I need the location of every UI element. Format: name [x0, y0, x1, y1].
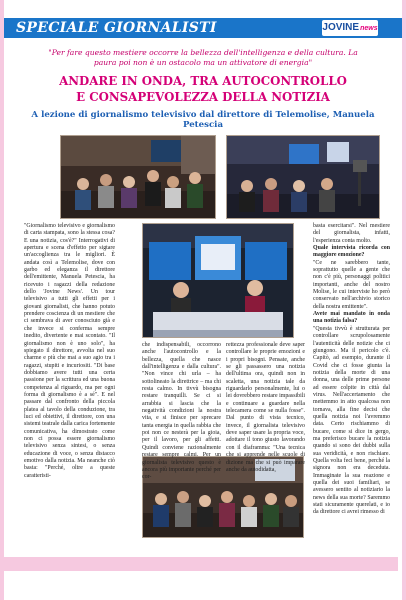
interview-question-2: Avete mai mandato in onda una notizia falsa? [313, 311, 390, 325]
jovine-news-logo [322, 20, 378, 36]
article-headline [14, 73, 392, 105]
article-column-1 [24, 223, 115, 480]
interview-answer-1: "Ce ne sarebbero tante, soprattutto quelle a gente che non c'è più, personaggi politici importanti, anche del nostro Molise, le cui interviste ho però conservato nell'archivio storico della nostra emittente". [313, 259, 390, 310]
headline-line-2: E CONSAPEVOLEZZA DELLA NOTIZIA [76, 90, 330, 104]
pull-quote: "Per fare questo mestiere occorre la bellezza dell'intelligenza e della cultura. La paura poi non è un ostacolo ma un attivatore di energia" [48, 48, 358, 67]
photo-tv-studio-cameras [226, 135, 380, 219]
interview-question-1: Quale intervista ricorda con maggiore emozione? [313, 245, 390, 259]
magazine-page [4, 0, 402, 600]
interview-answer-2: "Questa tivvù è strutturata per controllare scrupolosamente l'autenticità delle notizie che ci giungono. Ma il pericolo c'è. Capitò, ad esempio, durante il Covid che ci fosse giunta la notizia della morte di una donna, una delle prime persone ad essere colpite in città dal virus. Nell'accertamento che mettemmo in atto qualcosa non tornava, alla fine decisi che quella notizia noi l'avremmo data. Certo rischiammo di bucare, come si dice in gergo, ma preferisco bucare la notizia quando si sono dei dubbi sulla sua veridicità, e non rischiare. Quella volta feci bene, perché la signora non era deceduta. Immaginate la sua reazione e quella dei suoi familiari, se avessero sentito al notiziario la news della sua morte? Saremmo stati sicuramente querelati, e io da direttore ci avrei rimesso di [313, 325, 390, 516]
article-column-4 [313, 223, 390, 517]
section-header-bar [4, 18, 402, 38]
column-4-intro: basta esercitarsi". Nel mestiere del giornalista, infatti, l'esperienza conta molto. [313, 223, 390, 244]
logo-name: JOVINE [322, 22, 360, 33]
headline-line-1: ANDARE IN ONDA, TRA AUTOCONTROLLO [59, 74, 347, 88]
column-3-text: rettezza professionale deve saper controllare le proprie emozioni e i propri bisogni. Pensate, anche se gli passassero una notizia dell'ultima ora, quindi non in scaletta, una notizia tale da riguardarlo personalmente, lui o lei dovrebbero restare impassibili e continuare a guardare nella telecamera come se nulla fosse". Dal punto di vista tecnico, invece, il giornalista televisivo deve saper usare la propria voce, adottare il tono giusto lavorando con il diaframma: "Una tecnica che si apprende nelle scuole di dizione ma che si può imparare anche da autodidatta, [226, 342, 305, 473]
column-2-text: che indispensabili, occorrono anche l'autocontrollo e la bellezza, quella che nasce dall'intelligenza e dalla cultura". "Non vince chi urla – ha sottolineato la direttrice – ma chi resta calmo. In tivvù bisogna restare tranquilli. Se ci si arrabbia si lascia che la negatività condizioni la nostra vita, e si finisce per sprecare tanta energia in quella rabbia che poi non ce nesterà per la gioia, per il lavoro, per gli affetti. Quindi conviene razionalmente restare sempre calmi. Per un giornalista televisivo questo è ancora più importante perché per cor- [142, 342, 221, 481]
article-column-2 [142, 342, 221, 482]
logo-suffix: news [360, 25, 378, 32]
column-1-text: "Giornalismo televisivo e giornalismo di carta stampata, sono la stessa cosa? E una notizia, cos'è?" Interrogativi di apertura e scena d'effetto per sigtare un'accoglienza tra le migliori. È andata così a Telemolise, dove con garbo ed eleganza il direttore dell'emittente, Manuela Petescia, ha ricevuto i ragazzi della redazione dello 'Jovine News'. Un tour televisivo a tutti gli effetti per i giovani giornalisti, che hanno potuto prendere coscienza di un mestiere che ci sembrava di aver conosciuto già e che invece si conferma sempre inedito, divertente e mai scontato. "Il giornalismo non è uno solo", ha spiegato il direttore, avvolta nel suo charme e più che mai a suo agio tra i ragazzi, stupiti e incuriositi. "Di base dobbiamo avere tutti una certa passione per la scrittura ed una buona competenza al riguardo, ma per ogni forma di giornalismo è a sé". E nel passare dal confronto della piccola platea al tavolo della conduzione, tra luci ed obiettivi, il direttore, con una sistemi teatrale dalla carica fortemente comunicativa, ha dimostrato come non ci possa essere giornalismo televisivo senza sintesi, o senza educazione di voce, o senza distacco emotivo dalla notizia. Ma neanche ciò basta: "Perché, oltre a queste caratteristi- [24, 223, 115, 479]
photo-anchor-desk [142, 223, 294, 338]
section-title: SPECIALE GIORNALISTI [16, 20, 217, 36]
article-subheadline: A lezione di giornalismo televisivo dal direttore di Telemolise, Manuela Petescia [31, 110, 375, 130]
article-column-3 [226, 342, 305, 474]
photo-studio-audience [60, 135, 216, 219]
next-page-edge [4, 571, 402, 600]
